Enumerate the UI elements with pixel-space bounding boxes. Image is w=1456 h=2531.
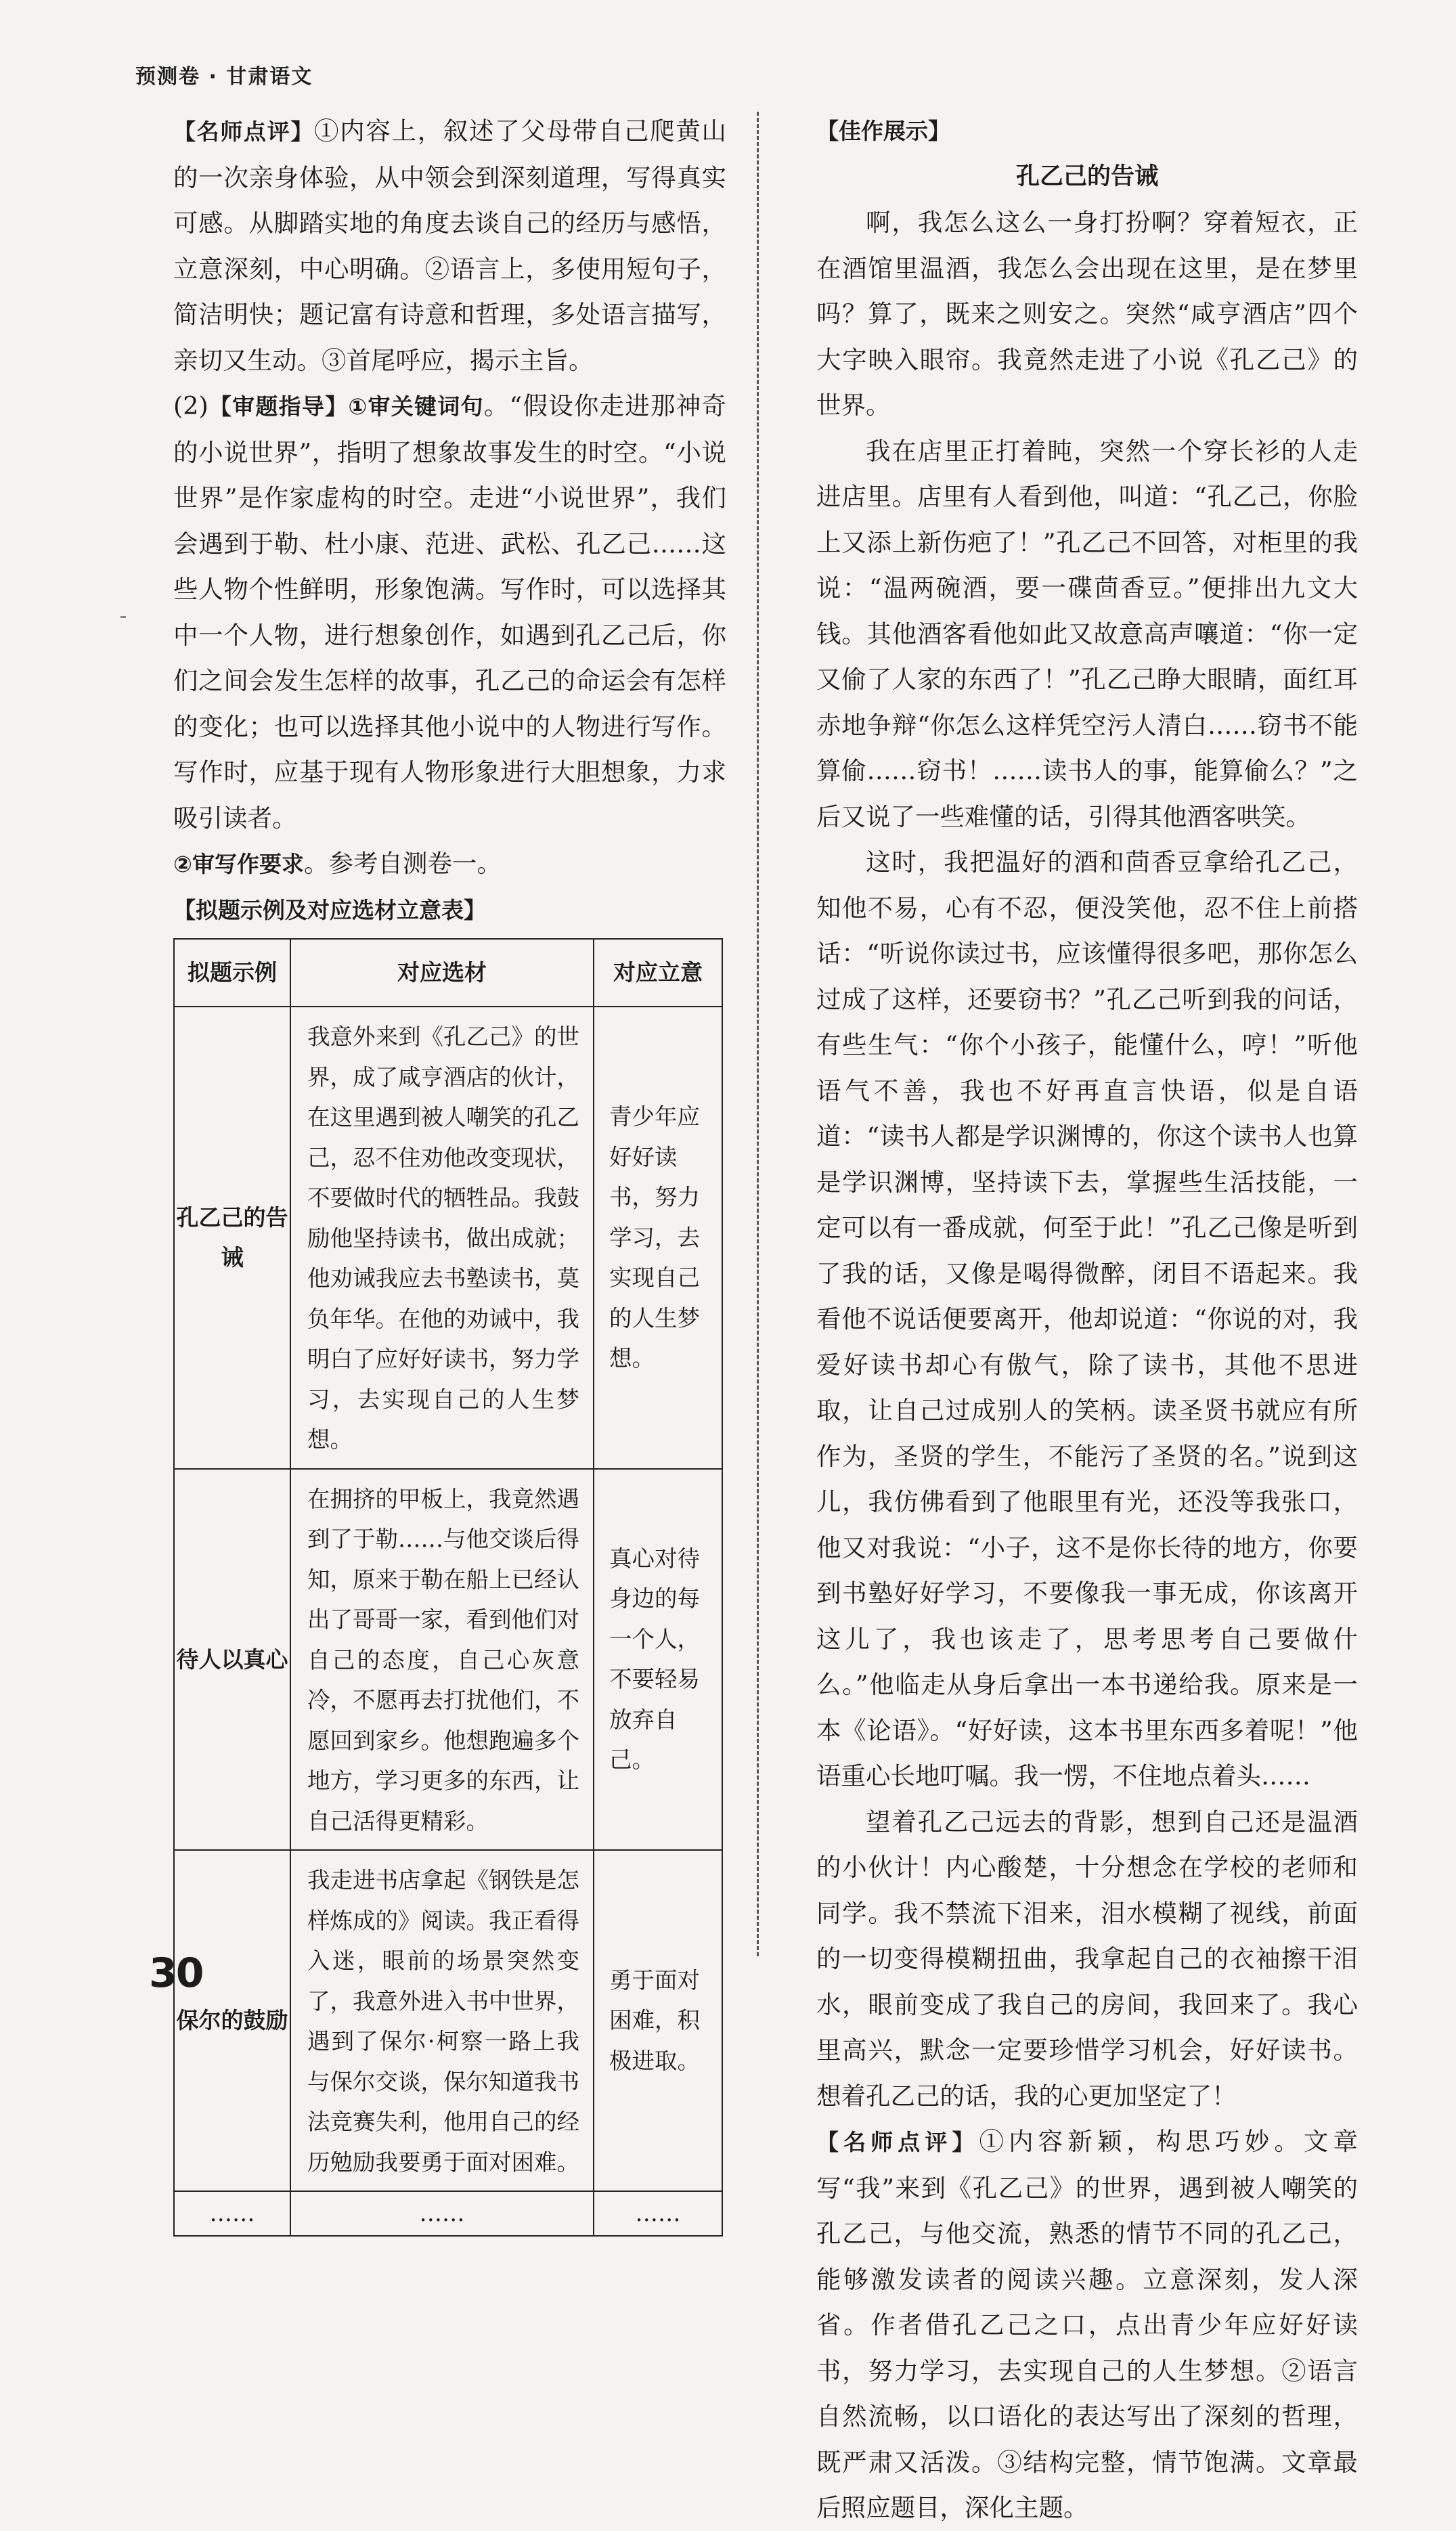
row-title: 保尔的鼓励 xyxy=(174,1850,290,2191)
left-column xyxy=(173,108,726,2237)
table-title: 【拟题示例及对应选材立意表】 xyxy=(173,896,486,923)
guide-label: 【审题指导】 xyxy=(208,393,349,420)
review-text: ①内容上，叙述了父母带自己爬黄山的一次亲身体验，从中领会到深刻道理，写得真实可感。从脚踏实地的角度去谈自己的经历与感悟，立意深刻，中心明确。②语言上，多使用短句子，简洁明快；题记富有诗意和哲理，多处语言描写，亲切又生动。③首尾呼应，揭示主旨。 xyxy=(173,116,726,375)
header-title: 拟题示例 xyxy=(174,939,290,1007)
review-label: 【名师点评】 xyxy=(816,2129,979,2155)
essay-paragraph: 望着孔乙己远去的背影，想到自己还是温酒的小伙计！内心酸楚，十分想念在学校的老师和同学。我不禁流下泪来，泪水模糊了视线，前面的一切变得模糊扭曲，我拿起自己的衣袖擦干泪水，眼前变成了我自己的房间，我回来了。我心里高兴，默念一定要珍惜学习机会，好好读书。想着孔乙己的话，我的心更加坚定了！ xyxy=(816,1807,1358,2111)
showcase-label: 【佳作展示】 xyxy=(816,118,950,144)
requirement-label: ②审写作要求 xyxy=(173,851,304,877)
left-review xyxy=(173,108,726,383)
table-ellipsis-row xyxy=(174,2191,722,2236)
essay-paragraph: 啊，我怎么这么一身打扮啊？穿着短衣，正在酒馆里温酒，我怎么会出现在这里，是在梦里吗？算了，既来之则安之。突然“咸亨酒店”四个大字映入眼帘。我竟然走进了小说《孔乙己》的世界。 xyxy=(816,208,1358,420)
header-theme: 对应立意 xyxy=(594,939,722,1007)
guide-prefix: (2) xyxy=(173,391,208,420)
review-text: ①内容新颖，构思巧妙。文章写“我”来到《孔乙己》的世界，遇到被人嘲笑的孔乙己，与他交流，熟悉的情节不同的孔乙己，能够激发读者的阅读兴趣。立意深刻，发人深省。作者借孔乙己之口，点出青少年应好好读书，努力学习，去实现自己的人生梦想。②语言自然流畅，以口语化的表达写出了深刻的哲理，既严肃又活泼。③结构完整，情节饱满。文章最后照应题目，深化主题。 xyxy=(816,2127,1358,2522)
page-number: 30 xyxy=(149,1950,203,1997)
review-label: 【名师点评】 xyxy=(173,118,314,145)
guide-text: 。“假设你走进那神奇的小说世界”，指明了想象故事发生的时空。“小说世界”是作家虚构的时空。走进“小说世界”，我们会遇到于勒、杜小康、范进、武松、孔乙己……这些人物个性鲜明，形象饱满。写作时，可以选择其中一个人物，进行想象创作，如遇到孔乙己后，你们之间会发生怎样的故事，孔乙己的命运会有怎样的变化；也可以选择其他小说中的人物进行写作。写作时，应基于现有人物形象进行大胆想象，力求吸引读者。 xyxy=(173,391,726,833)
row-theme: 勇于面对困难，积极进取。 xyxy=(594,1850,722,2191)
ellipsis-cell: …… xyxy=(594,2191,722,2236)
margin-mark xyxy=(120,616,126,618)
guide-paragraph xyxy=(173,383,726,841)
requirement-paragraph xyxy=(173,841,726,887)
topic-table xyxy=(173,938,723,2237)
row-theme: 青少年应好好读书，努力学习，去实现自己的人生梦想。 xyxy=(594,1007,722,1469)
row-material: 我走进书店拿起《钢铁是怎样炼成的》阅读。我正看得入迷，眼前的场景突然变了，我意外进入书中世界，遇到了保尔·柯察一路上我与保尔交谈，保尔知道我书法竞赛失利，他用自己的经历勉励我要勇于面对困难。 xyxy=(290,1850,594,2191)
table-row xyxy=(174,1469,722,1851)
table-row xyxy=(174,1850,722,2191)
column-divider xyxy=(757,112,759,1956)
row-material: 在拥挤的甲板上，我竟然遇到了于勒……与他交谈后得知，原来于勒在船上已经认出了哥哥一家，看到他们对自己的态度，自己心灰意冷，不愿再去打扰他们，不愿回到家乡。他想跑遍多个地方，学习更多的东西，让自己活得更精彩。 xyxy=(290,1469,594,1851)
row-theme: 真心对待身边的每一个人，不要轻易放弃自己。 xyxy=(594,1469,722,1851)
right-review xyxy=(816,2119,1358,2531)
essay-paragraph: 我在店里正打着盹，突然一个穿长衫的人走进店里。店里有人看到他，叫道：“孔乙己，你脸上又添上新伤疤了！”孔乙己不回答，对柜里的我说：“温两碗酒，要一碟茴香豆。”便排出九文大钱。其他酒客看他如此又故意高声嚷道：“你一定又偷了人家的东西了！”孔乙己睁大眼睛，面红耳赤地争辩“你怎么这样凭空污人清白……窃书不能算偷……窃书！……读书人的事，能算偷么？”之后又说了一些难懂的话，引得其他酒客哄笑。 xyxy=(816,436,1358,831)
ellipsis-cell: …… xyxy=(290,2191,594,2236)
ellipsis-cell: …… xyxy=(174,2191,290,2236)
row-title: 待人以真心 xyxy=(174,1469,290,1851)
guide-key-label: ①审关键词句 xyxy=(348,393,484,420)
essay-title: 孔乙己的告诫 xyxy=(1015,162,1158,190)
page-header: 预测卷 · 甘肃语文 xyxy=(135,65,313,89)
row-material: 我意外来到《孔乙己》的世界，成了咸亨酒店的伙计，在这里遇到被人嘲笑的孔乙己，忍不住劝他改变现状，不要做时代的牺牲品。我鼓励他坚持读书，做出成就；他劝诫我应去书塾读书，莫负年华。在他的劝诫中，我明白了应好好读书，努力学习，去实现自己的人生梦想。 xyxy=(290,1007,594,1469)
row-title: 孔乙己的告诫 xyxy=(174,1007,290,1469)
table-row xyxy=(174,1007,722,1469)
essay-paragraph: 这时，我把温好的酒和茴香豆拿给孔乙己，知他不易，心有不忍，便没笑他，忍不住上前搭话：“听说你读过书，应该懂得很多吧，那你怎么过成了这样，还要窃书？”孔乙己听到我的问话，有些生气：“你个小孩子，能懂什么，哼！”听他语气不善，我也不好再直言快语，似是自语道：“读书人都是学识渊博的，你这个读书人也算是学识渊博，坚持读下去，掌握些生活技能，一定可以有一番成就，何至于此！”孔乙己像是听到了我的话，又像是喝得微醉，闭目不语起来。我看他不说话便要离开，他却说道：“你说的对，我爱好读书却心有傲气，除了读书，其他不思进取，让自己过成别人的笑柄。读圣贤书就应有所作为，圣贤的学生，不能污了圣贤的名。”说到这儿，我仿佛看到了他眼里有光，还没等我张口，他又对我说：“小子，这不是你长待的地方，你要到书塾好好学习，不要像我一事无成，你该离开这儿了，我也该走了，思考思考自己要做什么。”他临走从身后拿出一本书递给我。原来是一本《论语》。“好好读，这本书里东西多着呢！”他语重心长地叮嘱。我一愣，不住地点着头…… xyxy=(816,848,1358,1790)
header-material: 对应选材 xyxy=(290,939,594,1007)
requirement-text: 。参考自测卷一。 xyxy=(303,849,502,878)
table-header-row xyxy=(174,939,722,1007)
right-column xyxy=(816,108,1358,2531)
